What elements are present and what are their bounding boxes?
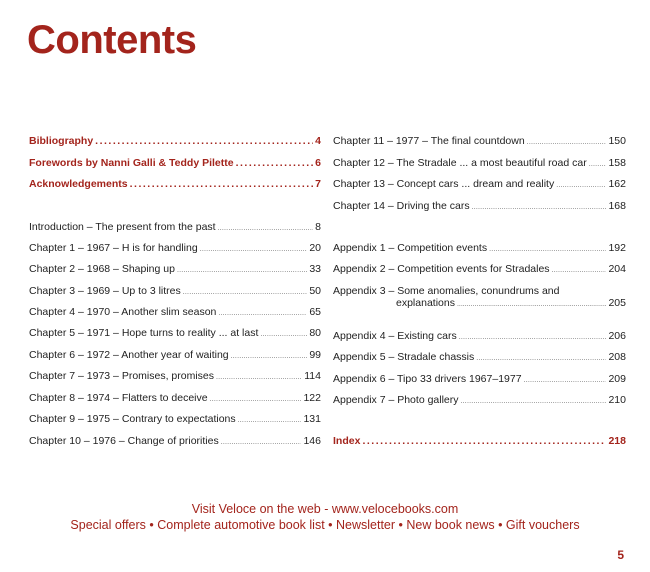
leader-dots <box>552 264 607 277</box>
toc-entry-title: Appendix 1 – Competition events <box>333 242 488 254</box>
leader-dots <box>95 135 313 148</box>
leader-dots <box>260 328 307 341</box>
toc-entry-page: 162 <box>608 178 626 190</box>
toc-entry-title: Appendix 7 – Photo gallery <box>333 394 459 406</box>
toc-entry-page: 209 <box>608 373 626 385</box>
toc-entry[interactable] <box>333 263 626 277</box>
toc-entry[interactable] <box>29 135 321 148</box>
toc-entry-page: 33 <box>309 263 321 275</box>
toc-entry-title: Introduction – The present from the past <box>29 221 216 233</box>
toc-entry-page: 122 <box>303 392 321 404</box>
toc-entry[interactable] <box>29 285 321 299</box>
leader-dots <box>177 264 307 277</box>
toc-entry-title: Appendix 2 – Competition events for Stradales <box>333 263 550 275</box>
toc-entry-title: Chapter 4 – 1970 – Another slim season <box>29 306 217 318</box>
toc-entry[interactable] <box>29 413 321 427</box>
leader-dots <box>459 331 607 344</box>
toc-entry[interactable] <box>29 263 321 277</box>
toc-entry-title: Appendix 4 – Existing cars <box>333 330 457 342</box>
toc-entry-title: Forewords by Nanni Galli & Teddy Pilette <box>29 157 234 169</box>
toc-entry-title: Chapter 9 – 1975 – Contrary to expectations <box>29 413 236 425</box>
toc-entry[interactable] <box>29 327 321 341</box>
toc-entry-title: Chapter 5 – 1971 – Hope turns to reality ... at last <box>29 327 259 339</box>
toc-entry-page: 80 <box>309 327 321 339</box>
toc-entry-page: 65 <box>309 306 321 318</box>
toc-entry-page: 20 <box>309 242 321 254</box>
toc-entry[interactable] <box>29 306 321 320</box>
toc-entry-title: Chapter 7 – 1973 – Promises, promises <box>29 370 215 382</box>
toc-entry-page: 158 <box>608 157 626 169</box>
toc-entry-title: Chapter 6 – 1972 – Another year of waiting <box>29 349 229 361</box>
leader-dots <box>183 286 308 299</box>
toc-entry-title: Chapter 8 – 1974 – Flatters to deceive <box>29 392 208 404</box>
toc-entry-title: Chapter 12 – The Stradale ... a most beautiful road car <box>333 157 587 169</box>
toc-entry-page: 4 <box>315 135 321 147</box>
leader-dots <box>231 350 308 363</box>
toc-entry-title: Chapter 2 – 1968 – Shaping up <box>29 263 175 275</box>
toc-entry-page: 205 <box>608 297 626 309</box>
toc-entry-page: 8 <box>315 221 321 233</box>
toc-entry-page: 218 <box>608 435 626 447</box>
toc-entry-title: Acknowledgements <box>29 178 128 190</box>
leader-dots <box>216 371 302 384</box>
toc-entry[interactable] <box>29 370 321 384</box>
toc-entry[interactable] <box>333 200 626 214</box>
toc-entry[interactable] <box>333 373 626 387</box>
toc-entry-title: Appendix 3 – Some anomalies, conundrums and <box>333 285 560 297</box>
toc-entry[interactable] <box>333 178 626 192</box>
toc-entry-title: Chapter 1 – 1967 – H is for handling <box>29 242 198 254</box>
leader-dots <box>556 179 606 192</box>
toc-entry[interactable] <box>29 242 321 256</box>
page-number: 5 <box>617 548 624 562</box>
toc-entry-title-continued: explanations <box>396 297 455 309</box>
leader-dots <box>218 307 307 320</box>
toc-entry[interactable] <box>29 221 321 235</box>
leader-dots <box>210 393 302 406</box>
toc-entry-page: 192 <box>608 242 626 254</box>
toc-entry-title: Appendix 5 – Stradale chassis <box>333 351 475 363</box>
leader-dots <box>476 352 606 365</box>
toc-entry-page: 99 <box>309 349 321 361</box>
toc-entry[interactable] <box>333 394 626 408</box>
toc-entry-page: 131 <box>303 413 321 425</box>
toc-entry-title: Chapter 13 – Concept cars ... dream and reality <box>333 178 555 190</box>
leader-dots <box>238 414 302 427</box>
leader-dots <box>472 201 607 214</box>
footer-website-line[interactable]: Visit Veloce on the web - www.velocebooks.com <box>191 502 459 516</box>
page-title: Contents <box>27 18 197 62</box>
toc-entry-page: 50 <box>309 285 321 297</box>
toc-entry-title: Appendix 6 – Tipo 33 drivers 1967–1977 <box>333 373 522 385</box>
leader-dots <box>362 435 606 448</box>
leader-dots <box>130 178 314 191</box>
toc-entry[interactable] <box>333 285 626 311</box>
toc-entry-page: 6 <box>315 157 321 169</box>
leader-dots <box>221 436 302 449</box>
leader-dots <box>461 395 607 408</box>
toc-entry[interactable] <box>29 392 321 406</box>
toc-entry[interactable] <box>333 330 626 344</box>
toc-entry-page: 210 <box>608 394 626 406</box>
toc-entry[interactable] <box>333 242 626 256</box>
toc-entry-page: 208 <box>608 351 626 363</box>
leader-dots <box>489 243 606 256</box>
footer-offers-line: Special offers • Complete automotive book list • Newsletter • New book news • Gift vouchers <box>70 518 580 532</box>
toc-entry-page: 114 <box>304 370 321 382</box>
leader-dots <box>218 222 314 235</box>
leader-dots <box>527 136 607 149</box>
toc-entry-title: Chapter 10 – 1976 – Change of priorities <box>29 435 219 447</box>
leader-dots <box>200 243 308 256</box>
toc-entry-title: Chapter 11 – 1977 – The final countdown <box>333 135 525 147</box>
toc-entry-title: Bibliography <box>29 135 94 147</box>
toc-entry[interactable] <box>29 435 321 449</box>
toc-entry-title: Chapter 3 – 1969 – Up to 3 litres <box>29 285 181 297</box>
toc-entry-title: Chapter 14 – Driving the cars <box>333 200 470 212</box>
toc-entry-page: 146 <box>303 435 321 447</box>
toc-entry[interactable] <box>333 351 626 365</box>
toc-entry[interactable] <box>333 435 626 448</box>
leader-dots <box>457 299 607 311</box>
leader-dots <box>236 157 314 170</box>
toc-entry[interactable] <box>333 135 626 149</box>
toc-entry-title: Index <box>333 435 361 447</box>
toc-entry-page: 168 <box>608 200 626 212</box>
toc-entry[interactable] <box>29 178 321 191</box>
leader-dots <box>524 374 607 387</box>
toc-entry[interactable] <box>29 157 321 170</box>
toc-entry-page: 204 <box>608 263 626 275</box>
toc-entry-page: 206 <box>608 330 626 342</box>
leader-dots <box>589 158 607 171</box>
toc-entry[interactable] <box>29 349 321 363</box>
toc-entry-page: 7 <box>315 178 321 190</box>
toc-entry-page: 150 <box>608 135 626 147</box>
toc-entry[interactable] <box>333 157 626 171</box>
